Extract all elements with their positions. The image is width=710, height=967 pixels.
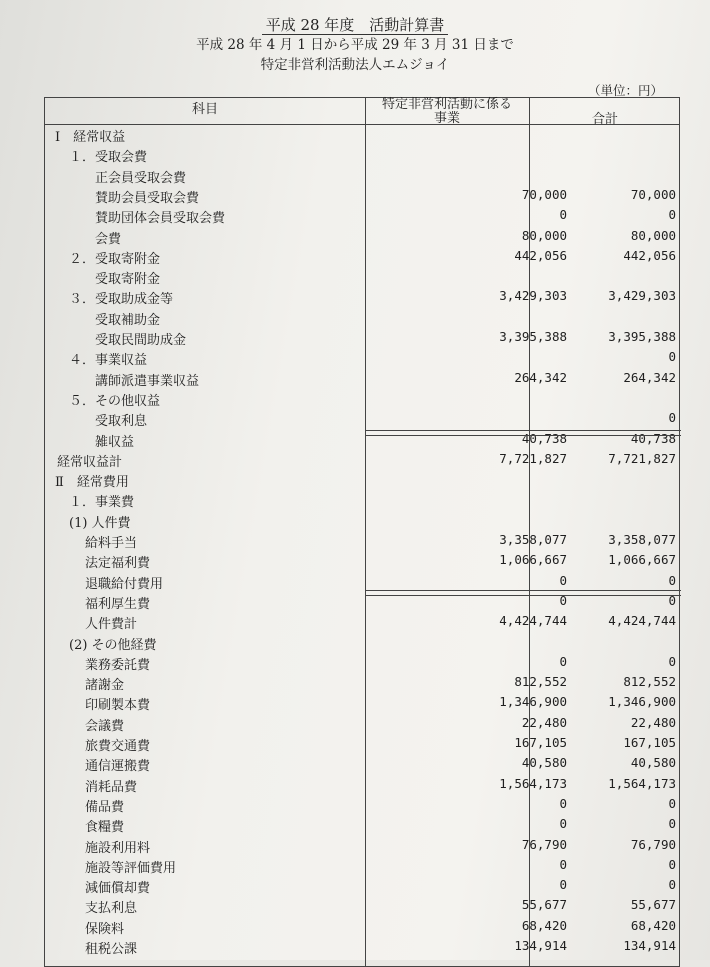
row-label: ２．受取寄附金 — [69, 251, 161, 267]
row-label: 雑収益 — [95, 434, 135, 450]
total-amount: 40,580 — [630, 755, 676, 771]
table-row — [45, 167, 681, 187]
total-amount: 0 — [668, 207, 676, 223]
subtotal-rule — [365, 430, 681, 436]
header-item: 科目 — [191, 102, 218, 117]
row-label: 会費 — [95, 231, 122, 247]
fiscal-period: 平成 28 年 4 月 1 日から平成 29 年 3 月 31 日まで — [196, 37, 514, 53]
table-row — [45, 897, 681, 917]
table-row — [45, 248, 681, 268]
table-row — [45, 146, 681, 166]
row-label: １．受取会費 — [69, 150, 148, 166]
row-label: ５．その他収益 — [69, 393, 161, 409]
total-amount: 3,358,077 — [608, 532, 676, 547]
total-amount: 0 — [668, 410, 676, 426]
table-row — [45, 451, 681, 471]
table-row — [45, 410, 681, 430]
row-label: 食糧費 — [85, 820, 125, 836]
row-label: (1) 人件費 — [69, 515, 131, 531]
business-amount: 812,552 — [514, 674, 567, 690]
statement-table — [44, 97, 680, 967]
business-amount: 264,342 — [514, 369, 567, 385]
total-amount: 0 — [668, 816, 676, 832]
total-amount: 264,342 — [623, 369, 676, 385]
row-label: 給料手当 — [85, 536, 138, 551]
row-label: 会議費 — [85, 718, 125, 734]
table-row — [45, 776, 681, 796]
subtotal-rule — [365, 590, 681, 596]
table-row — [45, 329, 681, 349]
table-row — [45, 735, 681, 755]
row-label: 諸謝金 — [85, 678, 125, 694]
total-amount: 1,346,900 — [608, 694, 676, 710]
row-label: 消耗品費 — [85, 779, 138, 795]
business-amount: 0 — [559, 877, 567, 893]
row-label: 租税公課 — [85, 942, 138, 957]
row-label: ４．事業収益 — [69, 353, 148, 369]
total-amount: 0 — [668, 795, 676, 811]
total-amount: 70,000 — [630, 186, 676, 202]
table-row — [45, 228, 681, 248]
business-amount: 80,000 — [521, 227, 567, 243]
row-label: 旅費交通費 — [85, 739, 151, 754]
business-amount: 3,429,303 — [499, 288, 567, 304]
business-amount: 40,580 — [521, 755, 567, 771]
organization-name: 特定非営利活動法人エムジョイ — [260, 57, 450, 73]
row-label: １．事業費 — [69, 495, 135, 511]
business-amount: 134,914 — [514, 938, 567, 953]
table-row — [45, 938, 681, 958]
total-amount: 0 — [668, 856, 676, 872]
row-label: 退職給付費用 — [85, 576, 164, 592]
total-amount: 0 — [668, 653, 676, 669]
business-amount: 0 — [559, 816, 567, 832]
row-label: 施設利用料 — [85, 840, 151, 856]
table-row — [45, 918, 681, 938]
business-amount: 0 — [559, 856, 567, 872]
business-amount: 68,420 — [521, 917, 567, 933]
business-amount: 76,790 — [521, 836, 567, 852]
row-label: 賛助団体会員受取会費 — [95, 211, 226, 227]
row-label: 通信運搬費 — [85, 759, 151, 775]
business-amount: 40,738 — [521, 430, 567, 446]
table-row — [45, 715, 681, 735]
row-label: Ⅱ 経常費用 — [55, 475, 129, 491]
table-row — [45, 857, 681, 877]
total-amount: 1,564,173 — [608, 775, 676, 791]
table-row — [45, 349, 681, 369]
total-amount: 134,914 — [623, 938, 676, 953]
table-row — [45, 634, 681, 654]
table-row — [45, 309, 681, 329]
row-label: 印刷製本費 — [85, 698, 151, 714]
business-amount: 0 — [559, 795, 567, 811]
row-label: 賛助会員受取会費 — [95, 190, 200, 206]
total-amount: 76,790 — [630, 836, 676, 852]
row-label: ３．受取助成金等 — [69, 292, 174, 308]
row-label: 保険料 — [85, 921, 125, 937]
business-amount: 1,564,173 — [499, 775, 567, 791]
table-row — [45, 268, 681, 288]
table-row — [45, 512, 681, 532]
business-amount: 1,346,900 — [499, 694, 567, 710]
total-amount: 0 — [668, 349, 676, 365]
table-row — [45, 796, 681, 816]
business-amount: 0 — [559, 572, 567, 588]
table-row — [45, 694, 681, 714]
total-amount: 0 — [668, 592, 676, 608]
business-amount: 167,105 — [514, 735, 567, 750]
table-row — [45, 613, 681, 633]
row-label: (2) その他経費 — [69, 637, 157, 653]
total-amount: 3,395,388 — [608, 329, 676, 344]
row-label: 受取民間助成金 — [95, 333, 187, 348]
table-row — [45, 207, 681, 227]
business-amount: 0 — [559, 653, 567, 669]
table-row — [45, 187, 681, 207]
table-row — [45, 755, 681, 775]
total-amount: 812,552 — [623, 674, 676, 690]
header-total: 合計 — [591, 112, 618, 127]
business-amount: 1,066,667 — [499, 552, 567, 568]
row-label: 正会員受取会費 — [95, 170, 187, 186]
row-label: 施設等評価費用 — [85, 860, 177, 876]
row-label: 支払利息 — [85, 901, 138, 917]
business-amount: 7,721,827 — [499, 450, 567, 466]
table-row — [45, 674, 681, 694]
total-amount: 3,429,303 — [608, 288, 676, 304]
table-row — [45, 390, 681, 410]
total-amount: 0 — [668, 572, 676, 588]
business-amount: 3,395,388 — [499, 329, 567, 344]
business-amount: 55,677 — [521, 897, 567, 913]
total-amount: 0 — [668, 877, 676, 893]
table-row — [45, 491, 681, 511]
business-amount: 0 — [559, 592, 567, 608]
total-amount: 22,480 — [630, 714, 676, 730]
table-row — [45, 552, 681, 572]
total-amount: 40,738 — [630, 430, 676, 446]
total-amount: 80,000 — [630, 227, 676, 243]
total-amount: 442,056 — [623, 247, 676, 263]
header-business: 特定非営利活動に係る 事業 — [381, 97, 512, 126]
row-label: 受取寄附金 — [95, 272, 161, 288]
row-label: 減価償却費 — [85, 881, 151, 897]
business-amount: 442,056 — [514, 247, 567, 263]
unit-label: （単位：円） — [588, 83, 664, 98]
row-label: 講師派遣事業収益 — [95, 373, 200, 389]
row-label: 経常収益計 — [57, 454, 123, 470]
row-label: 業務委託費 — [85, 657, 151, 673]
business-amount: 22,480 — [521, 714, 567, 730]
table-row — [45, 654, 681, 674]
total-amount: 167,105 — [623, 735, 676, 750]
table-row — [45, 837, 681, 857]
business-amount: 4,424,744 — [499, 613, 567, 629]
table-row — [45, 816, 681, 836]
table-row — [45, 532, 681, 552]
total-amount: 1,066,667 — [608, 552, 676, 568]
row-label: 法定福利費 — [85, 556, 151, 572]
total-amount: 4,424,744 — [608, 613, 676, 629]
total-amount: 68,420 — [630, 917, 676, 933]
table-row — [45, 877, 681, 897]
total-amount: 55,677 — [630, 897, 676, 913]
table-row — [45, 288, 681, 308]
table-row — [45, 126, 681, 146]
row-label: 受取利息 — [95, 414, 148, 430]
row-label: 受取補助金 — [95, 312, 161, 328]
document-title: 平成 28 年度 活動計算書 — [0, 14, 710, 35]
row-label: Ⅰ 経常収益 — [55, 130, 126, 145]
row-label: 福利厚生費 — [85, 596, 151, 612]
business-amount: 70,000 — [521, 186, 567, 202]
table-row — [45, 471, 681, 491]
business-amount: 0 — [559, 207, 567, 223]
table-row — [45, 370, 681, 390]
row-label: 備品費 — [85, 799, 125, 815]
business-amount: 3,358,077 — [499, 532, 567, 547]
row-label: 人件費計 — [85, 617, 138, 633]
total-amount: 7,721,827 — [608, 450, 676, 466]
